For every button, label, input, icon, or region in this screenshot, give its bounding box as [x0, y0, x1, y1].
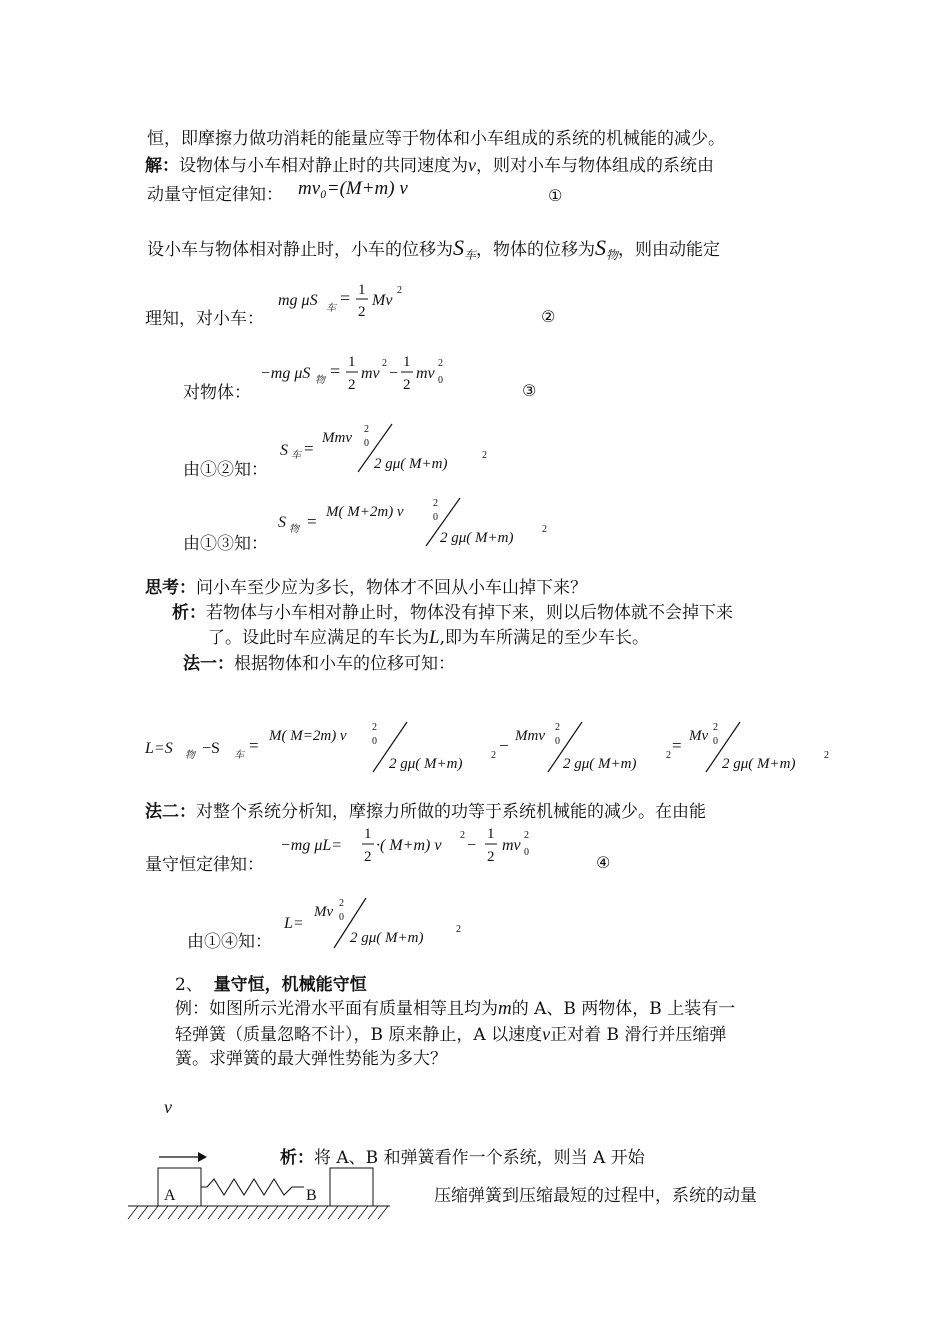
s-car-den: 2 gμ( M+m) — [374, 456, 448, 472]
section-number: 2、 — [175, 975, 203, 995]
equation-4 — [280, 823, 580, 883]
equation-3 — [260, 352, 490, 412]
object-label: 对物体： — [183, 383, 251, 403]
section-title: 量守恒，机械能守恒 — [213, 975, 367, 995]
eq2-num: 1 — [358, 282, 366, 298]
eq2-rhs: Mv — [372, 292, 393, 309]
L-minusS: −S — [202, 740, 220, 757]
var-m: m — [498, 998, 512, 1019]
L-01: 0 — [372, 736, 377, 747]
equation-2 — [278, 280, 478, 340]
L-densq2: 2 — [666, 750, 671, 761]
equation-1: mv₀=(M+m) v — [298, 178, 408, 199]
s-car-0: 0 — [364, 438, 369, 449]
var-S: S — [453, 235, 464, 260]
L-sq3: 2 — [713, 722, 718, 733]
L-02: 0 — [555, 736, 560, 747]
example-text-a: 例：如图所示光滑水平面有质量相等且均为 — [175, 999, 498, 1019]
Lr-sq: 2 — [339, 898, 344, 909]
example-text-2b: 正对着 B 滑行并压缩弹 — [550, 1025, 727, 1045]
eq4-n1: 1 — [364, 826, 372, 842]
var-v: v — [468, 155, 476, 175]
from12-label: 由①②知： — [183, 460, 268, 480]
Lr-num: Mv — [314, 904, 334, 920]
eq4-t2: mv — [502, 837, 521, 854]
L-sq2: 2 — [555, 722, 560, 733]
method2-text: 对整个系统分析知，摩擦力所做的功等于系统机械能的减少。在由能 — [196, 802, 706, 822]
eq4-d1: 2 — [364, 849, 372, 865]
eq3-sub: 物 — [315, 375, 325, 386]
var-v-2: v — [542, 1024, 551, 1044]
method2-line-2: 量守恒定律知： — [145, 855, 264, 875]
method1-label: 法一： — [183, 654, 234, 674]
eq3-n2: 1 — [403, 354, 411, 370]
solution-line — [145, 153, 714, 178]
analysis2-label: 析： — [280, 1148, 314, 1168]
figure-velocity-label: v — [164, 1097, 172, 1117]
example-text-2a: 轻弹簧（质量忽略不计），B 原来静止，A 以速度 — [175, 1025, 543, 1045]
method1-line — [183, 652, 455, 676]
L-lhs: L=S — [145, 740, 173, 757]
method2-label: 法二： — [145, 802, 196, 822]
analysis2-line-2: 压缩弹簧到压缩最短的过程中，系统的动量 — [434, 1186, 757, 1206]
from14-label: 由①④知： — [187, 932, 272, 952]
eq3-minus: − — [389, 365, 399, 382]
solution-text: 设物体与小车相对静止时的共同速度为 — [179, 156, 468, 176]
from13-label: 由①③知： — [183, 534, 268, 554]
example-line-1 — [175, 997, 735, 1021]
eq4-sq1: 2 — [460, 830, 465, 841]
text-b: ，物体的位移为 — [476, 240, 596, 260]
block-B-label: B — [306, 1187, 317, 1204]
L-num3: Mv — [689, 728, 709, 744]
example-line-2 — [175, 1022, 726, 1047]
eq3-n1: 1 — [348, 354, 356, 370]
eq2-lhs: mg μS — [278, 292, 318, 309]
think-label: 思考： — [145, 578, 196, 598]
analysis-line-2 — [208, 626, 649, 650]
L-minus: − — [499, 736, 509, 755]
eq3-sub0: 0 — [438, 375, 443, 386]
L-den1: 2 gμ( M+m) — [389, 756, 463, 772]
L-num2: Mmv — [515, 728, 545, 744]
eq3-eq: = — [330, 361, 341, 381]
equation-L-method1 — [145, 720, 845, 780]
L-sq1: 2 — [372, 722, 377, 733]
Lr-den: 2 gμ( M+m) — [350, 930, 424, 946]
block-A-label: A — [164, 1187, 176, 1204]
L-sub1: 物 — [185, 750, 195, 761]
s-car-num: Mmv — [322, 430, 352, 446]
solution-text-2: ，则对小车与物体组成的系统由 — [476, 156, 714, 176]
think-text: 问小车至少应为多长，物体才不回从小车山掉下来？ — [196, 578, 587, 598]
s-obj-S: S — [278, 514, 286, 531]
eq3-d2: 2 — [403, 377, 411, 393]
eq4-lhs: −mg μL= — [280, 837, 343, 854]
example-line-3: 簧。求弹簧的最大弹性势能为多大？ — [175, 1049, 447, 1069]
think-line — [145, 576, 587, 600]
equation-s-car — [280, 420, 520, 480]
s-car-eq: = — [304, 439, 314, 458]
L-num1: M( M=2m) v — [269, 728, 347, 744]
s-obj-num: M( M+2m) v — [326, 504, 404, 520]
displacement-line — [147, 236, 720, 263]
Lr-0: 0 — [339, 912, 344, 923]
analysis2-text: 将 A、B 和弹簧看作一个系统，则当 A 开始 — [314, 1148, 645, 1168]
s-car-sq: 2 — [364, 424, 369, 435]
eq3-sq1: 2 — [382, 358, 387, 369]
text-a: 设小车与物体相对静止时，小车的位移为 — [147, 240, 453, 260]
L-sub2: 车 — [234, 750, 244, 761]
eq3-sq2: 2 — [438, 358, 443, 369]
eq2-sub: 车 — [326, 303, 336, 314]
s-obj-sub: 物 — [289, 524, 299, 535]
s-car-S: S — [280, 442, 288, 459]
Lr-lhs: L= — [284, 915, 304, 932]
method1-text: 根据物体和小车的位移可知： — [234, 654, 455, 674]
eq4-sq2: 2 — [524, 830, 529, 841]
eq3-t1: mv — [361, 365, 380, 382]
Lr-densq: 2 — [456, 924, 461, 935]
s-obj-sq: 2 — [433, 498, 438, 509]
L-den2: 2 gμ( M+m) — [563, 756, 637, 772]
L-eq1: = — [249, 736, 259, 755]
solution-line-2: 动量守恒定律知： — [147, 185, 283, 205]
eq4-d2: 2 — [487, 849, 495, 865]
eq3-d1: 2 — [348, 377, 356, 393]
eq-number-1: ① — [548, 186, 563, 205]
eq4-sub0: 0 — [524, 847, 529, 858]
L-densq3: 2 — [824, 750, 829, 761]
eq2-den: 2 — [358, 304, 366, 320]
s-obj-eq: = — [307, 512, 317, 531]
eq2-eq: = — [340, 288, 351, 308]
eq4-minus: − — [467, 837, 477, 854]
eq3-lhs: −mg μS — [260, 365, 311, 382]
L-den3: 2 gμ( M+m) — [722, 756, 796, 772]
equation-s-obj — [278, 494, 578, 554]
analysis-line — [172, 601, 733, 625]
eq4-n2: 1 — [487, 826, 495, 842]
eq3-t2: mv — [416, 365, 435, 382]
analysis-text: 若物体与小车相对静止时，物体没有掉下来，则以后物体就不会掉下来 — [206, 603, 733, 623]
method2-line — [145, 800, 706, 824]
eq-number-4: ④ — [596, 853, 611, 872]
s-obj-0: 0 — [433, 512, 438, 523]
L-03: 0 — [713, 736, 718, 747]
s-obj-densq: 2 — [542, 524, 547, 535]
var-L: L — [429, 627, 440, 648]
eq-number-2: ② — [541, 307, 556, 326]
var-S2: S — [595, 235, 607, 260]
analysis2-line — [280, 1146, 645, 1170]
eq4-mid: ·( M+m) v — [376, 837, 442, 854]
sub-che: 车 — [464, 248, 477, 262]
text-c: ，则由动能定 — [618, 240, 721, 260]
car-label: 理知，对小车： — [145, 309, 264, 329]
eq2-sq: 2 — [397, 285, 402, 296]
analysis-text-2b: ,即为车所满足的至少车长。 — [439, 628, 649, 648]
equation-L-result — [284, 896, 504, 956]
L-densq1: 2 — [491, 750, 496, 761]
s-car-sub: 车 — [291, 450, 301, 461]
section-2-heading — [175, 973, 367, 997]
s-obj-den: 2 gμ( M+m) — [440, 530, 514, 546]
sub-wu: 物 — [606, 248, 619, 262]
analysis-text-2a: 了。设此时车应满足的车长为 — [208, 628, 429, 648]
analysis-label: 析： — [172, 603, 206, 623]
L-eq2: = — [672, 736, 682, 755]
s-car-densq: 2 — [482, 450, 487, 461]
example-text-b: 的 A、B 两物体，B 上装有一 — [511, 999, 736, 1019]
solution-label: 解： — [145, 156, 179, 176]
eq-number-3: ③ — [522, 381, 537, 400]
paragraph-line: 恒，即摩擦力做功消耗的能量应等于物体和小车组成的系统的机械能的减少。 — [147, 129, 725, 149]
